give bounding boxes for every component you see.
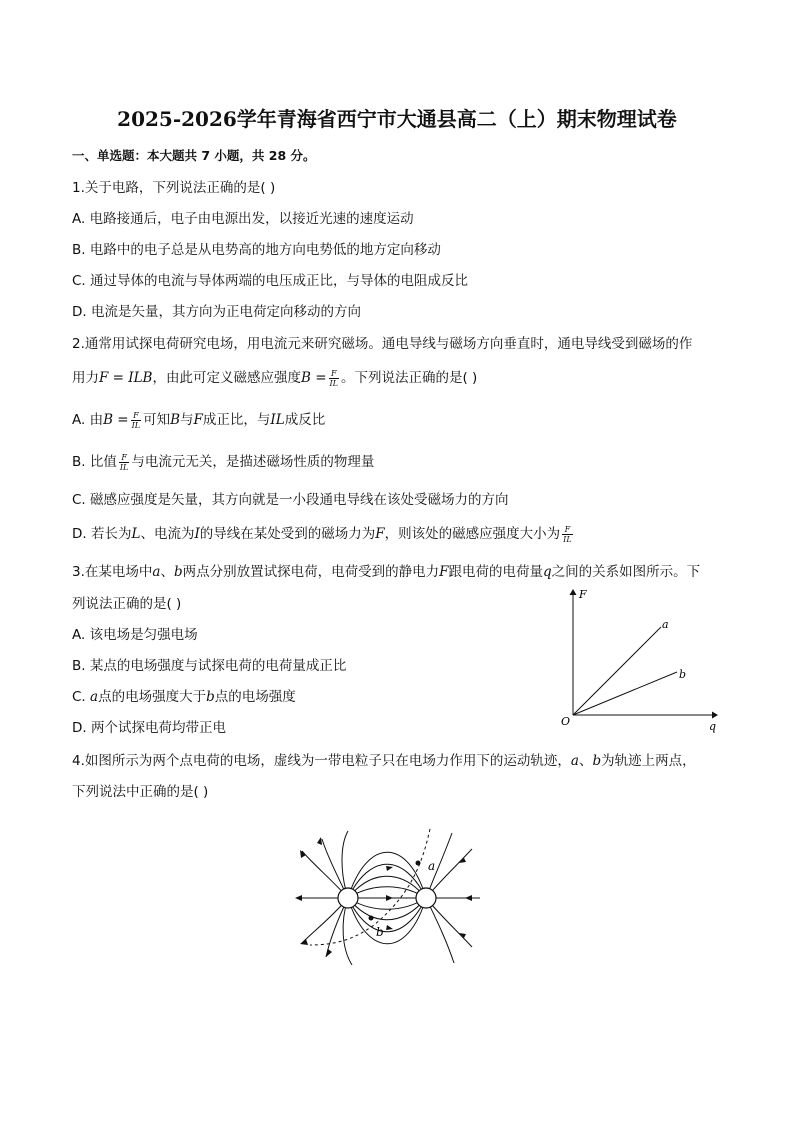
q3-option-d: D. 两个试探电荷均带正电: [72, 720, 226, 736]
page-title: 2025-2026学年青海省西宁市大通县高二（上）期末物理试卷: [117, 107, 677, 131]
q2-stem-line2: 用力F = ILB，由此可定义磁感应强度B = $\frac{F}{IL}$ 。下列说法正确的是( ): [72, 368, 478, 388]
origin-label: O: [561, 715, 571, 728]
graph-line-b: [573, 672, 677, 715]
q1-option-c: C. 通过导体的电流与导体两端的电压成正比，与导体的电阻成反比: [72, 273, 469, 289]
point-b-dot: [369, 916, 374, 921]
q3-option-c: C. a点的电场强度大于b点的电场强度: [72, 689, 296, 705]
q1-option-d: D. 电流是矢量，其方向为正电荷定向移动的方向: [72, 304, 361, 320]
point-a-dot: [416, 861, 421, 866]
x-axis-label: q: [709, 720, 717, 733]
right-point-charge: [416, 888, 436, 908]
y-axis-label: F: [579, 588, 587, 601]
q2-option-b: B. 比值 $\frac{F}{IL}$ 与电流元无关，是描述磁场性质的物理量: [72, 452, 375, 472]
graph-line-a: [573, 627, 661, 715]
q4-stem-line2: 下列说法中正确的是( ): [72, 784, 209, 800]
q2-option-c: C. 磁感应强度是矢量，其方向就是一小段通电导线在该处受磁场力的方向: [72, 492, 509, 508]
q2-option-a: A. 由B = $\frac{F}{IL}$ 可知B与F成正比，与IL成反比: [72, 410, 326, 430]
fraction-f-over-il: $\frac{F}{IL}$: [329, 368, 338, 388]
point-a-label: a: [428, 859, 436, 873]
line-a-label: a: [662, 618, 669, 631]
q1-option-a: A. 电路接通后，电子由电源出发，以接近光速的速度运动: [72, 211, 414, 227]
left-point-charge: [338, 888, 358, 908]
q3-stem-line2: 列说法正确的是( ): [72, 596, 182, 612]
line-b-label: b: [679, 668, 687, 681]
q1-option-b: B. 电路中的电子总是从电势高的地方向电势低的地方定向移动: [72, 242, 441, 258]
q4-stem-line1: 4.如图所示为两个点电荷的电场，虚线为一带电粒子只在电场力作用下的运动轨迹，a、b为轨迹上两点，: [72, 753, 696, 769]
section-heading: 一、单选题：本大题共 7 小题，共 28 分。: [72, 148, 316, 163]
q4-field-line-figure: [282, 825, 512, 970]
q3-f-q-graph: [555, 584, 725, 734]
point-b-label: b: [376, 925, 384, 939]
q3-option-a: A. 该电场是匀强电场: [72, 627, 198, 643]
q3-option-b: B. 某点的电场强度与试探电荷的电荷量成正比: [72, 658, 347, 674]
q3-stem-line1: 3.在某电场中a、b两点分别放置试探电荷，电荷受到的静电力F跟电荷的电荷量q之间的关系如图所示。下: [72, 564, 701, 580]
q1-stem: 1.关于电路，下列说法正确的是( ): [72, 180, 276, 196]
q2-stem-line1: 2.通常用试探电荷研究电场，用电流元来研究磁场。通电导线与磁场方向垂直时，通电导线受到磁场的作: [72, 336, 693, 352]
q2-option-d: D. 若长为L、电流为I的导线在某处受到的磁场力为F，则该处的磁感应强度大小为 $\frac{F}{IL}$: [72, 524, 572, 544]
